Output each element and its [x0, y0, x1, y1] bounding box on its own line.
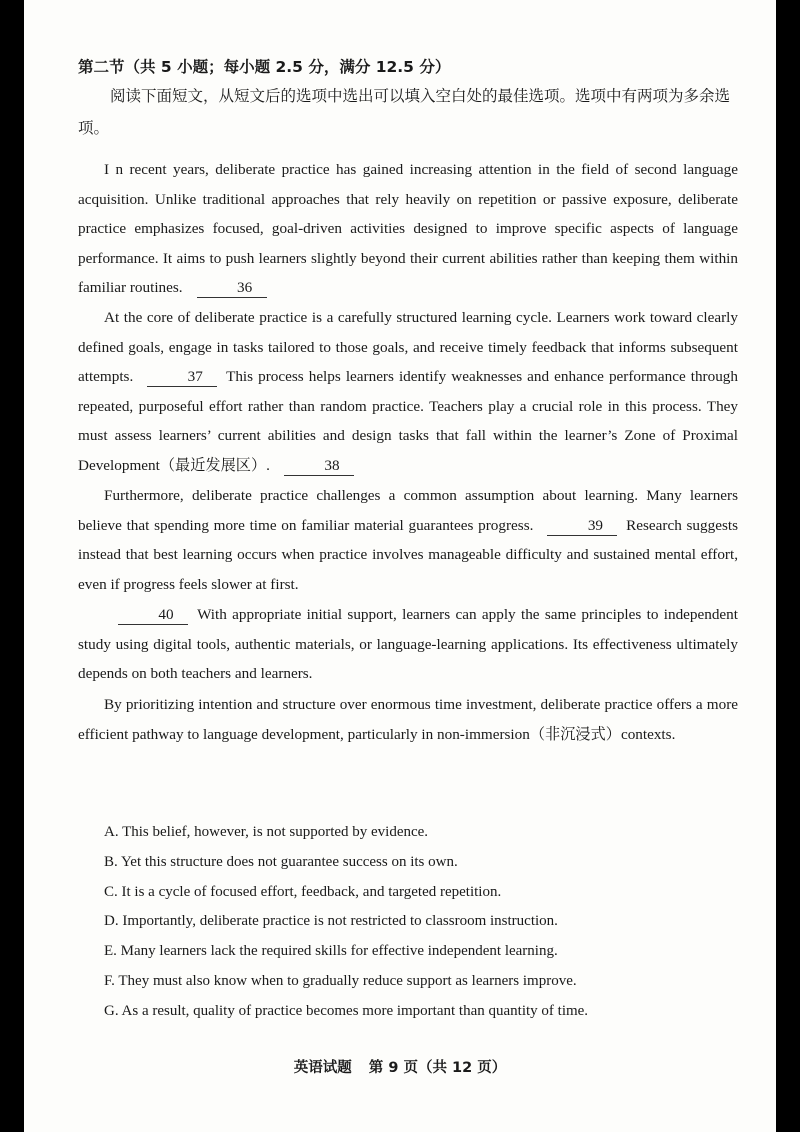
option-letter: G.: [104, 1002, 119, 1019]
option-text: This belief, however, is not supported by evidence.: [122, 824, 429, 840]
blank-39[interactable]: 39: [547, 517, 617, 536]
section-title: 第二节（共 5 小题；每小题 2.5 分，满分 12.5 分）: [78, 58, 451, 76]
option-letter: D.: [104, 913, 119, 930]
passage-paragraph-2: [78, 303, 738, 481]
answer-options: [104, 818, 704, 1027]
blank-36[interactable]: 36: [197, 279, 267, 298]
option-letter: A.: [104, 824, 119, 840]
option-text: Many learners lack the required skills for effective independent learning.: [120, 943, 558, 960]
paragraph-text: I n recent years, deliberate practice has gained increasing attention in the field of second language acquisition. Unlike traditional approaches that rely heavily on repetition or passive exposure, deliberate practice emphasizes focused, goal-driven activities designed to improve specific aspects of language performance. It aims to push learners slightly beyond their current abilities rather than keeping them within familiar routines.: [78, 161, 738, 297]
option-text: It is a cycle of focused effort, feedback, and targeted repetition.: [121, 883, 502, 900]
section-instruction: 阅读下面短文，从短文后的选项中选出可以填入空白处的最佳选项。选项中有两项为多余选项。: [78, 87, 731, 137]
option-letter: B.: [104, 853, 118, 870]
option-letter: F.: [104, 972, 115, 989]
option-letter: C.: [104, 883, 118, 900]
option-text: Yet this structure does not guarantee success on its own.: [120, 853, 458, 870]
paragraph-text: Research suggests instead that best learning occurs when practice involves manageable difficulty and sustained mental effort, even if progress feels slower at first.: [78, 516, 738, 593]
option-a[interactable]: [104, 818, 704, 848]
option-f[interactable]: [104, 967, 704, 997]
passage-paragraph-5: [78, 690, 738, 749]
passage-paragraph-3: [78, 481, 738, 599]
exam-page: [24, 0, 776, 1132]
blank-40[interactable]: 40: [118, 606, 188, 625]
option-text: They must also know when to gradually reduce support as learners improve.: [118, 972, 577, 989]
option-b[interactable]: [104, 848, 704, 878]
footer-page-number: 第 9 页（共 12 页）: [368, 1060, 507, 1076]
passage-paragraph-1: [78, 155, 738, 303]
blank-37[interactable]: 37: [147, 368, 217, 387]
paragraph-text: Furthermore, deliberate practice challenges a common assumption about learning. Many learners believe that spending more time on familiar material guarantees progress.: [78, 487, 738, 534]
paragraph-text: By prioritizing intention and structure over enormous time investment, deliberate practice offers a more efficient pathway to language development, particularly in non-immersion（非沉浸式）contexts.: [78, 696, 738, 743]
paragraph-text: With appropriate initial support, learners can apply the same principles to independent study using digital tools, authentic materials, or language-learning applications. Its effectiveness ultimately depends on both teachers and learners.: [78, 606, 738, 683]
footer-subject: 英语试题: [293, 1060, 352, 1076]
option-e[interactable]: [104, 937, 704, 967]
blank-38[interactable]: 38: [284, 457, 354, 476]
option-text: As a result, quality of practice becomes more important than quantity of time.: [121, 1002, 589, 1019]
option-text: Importantly, deliberate practice is not restricted to classroom instruction.: [122, 913, 558, 930]
option-d[interactable]: [104, 907, 704, 937]
option-letter: E.: [104, 943, 117, 960]
paragraph-text: This process helps learners identify weaknesses and enhance performance through repeated, purposeful effort rather than random practice. Teachers play a crucial role in this process. They must assess learners’ current abilities and design tasks that fall within the learner’s Zone of Proximal Development（最近发展区）.: [78, 368, 738, 474]
paragraph-text: At the core of deliberate practice is a carefully structured learning cycle. Learners work toward clearly defined goals, engage in tasks tailored to those goals, and receive timely feedback that informs subsequent attempts.: [78, 309, 738, 386]
passage-paragraph-4: [78, 600, 738, 689]
option-c[interactable]: [104, 878, 704, 908]
option-g[interactable]: [104, 997, 704, 1027]
page-footer: [24, 1056, 776, 1077]
